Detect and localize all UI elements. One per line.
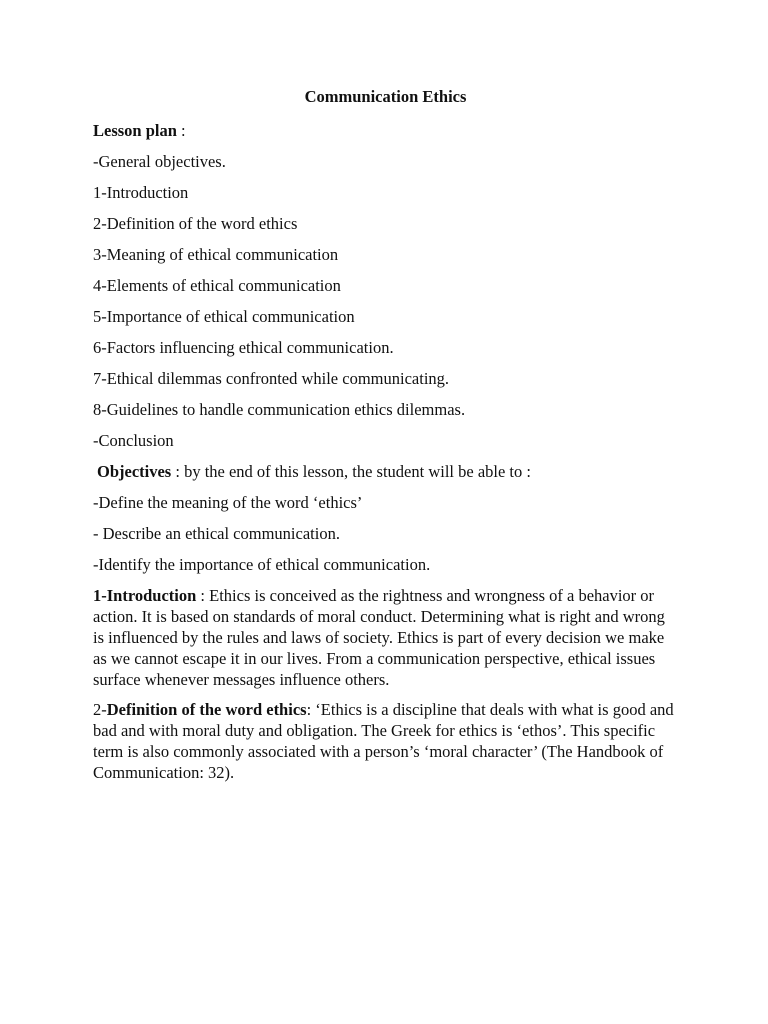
- introduction-text: : Ethics is conceived as the rightness and wrongness of a behavior or action. It is based on standards of moral conduct. Determining what is right and wrong is influenced by the rules and laws of society. Ethics is part of every decision we make as we cannot escape it in our lives. From a communication perspective, ethical issues surface whenever messages influence others.: [93, 586, 665, 689]
- definition-text: : ‘Ethics is a discipline that deals with what is good and bad and with moral duty and obligation. The Greek for ethics is ‘ethos’. This specific term is also commonly associated with a person’s ‘moral character’ (The Handbook of Communication: 32).: [93, 700, 674, 782]
- objectives-text: : by the end of this lesson, the student will be able to :: [171, 462, 531, 481]
- page-title: Communication Ethics: [304, 87, 467, 106]
- objective-item: -Identify the importance of ethical communication.: [93, 555, 431, 574]
- plan-item: 2-Definition of the word ethics: [93, 214, 298, 233]
- plan-item: 1-Introduction: [93, 183, 189, 202]
- plan-item: 6-Factors influencing ethical communication.: [93, 338, 394, 357]
- plan-item: 4-Elements of ethical communication: [93, 276, 341, 295]
- definition-paragraph: [93, 699, 678, 783]
- plan-item: 7-Ethical dilemmas confronted while communicating.: [93, 369, 450, 388]
- plan-item: 5-Importance of ethical communication: [93, 307, 355, 326]
- plan-item: -General objectives.: [93, 152, 226, 171]
- definition-label: Definition of the word ethics: [106, 700, 307, 719]
- introduction-paragraph: [93, 585, 678, 690]
- lesson-plan-label: Lesson plan: [93, 121, 177, 140]
- plan-item: -Conclusion: [93, 431, 174, 450]
- lesson-plan-heading: [93, 120, 678, 142]
- definition-prefix: 2-: [93, 700, 107, 719]
- objectives-heading: [93, 461, 678, 483]
- plan-item: 3-Meaning of ethical communication: [93, 245, 339, 264]
- plan-item: 8-Guidelines to handle communication ethics dilemmas.: [93, 400, 466, 419]
- objective-item: -Define the meaning of the word ‘ethics’: [93, 493, 363, 512]
- objective-item: - Describe an ethical communication.: [93, 524, 340, 543]
- objectives-label: Objectives: [97, 462, 172, 481]
- introduction-label: 1-Introduction: [93, 586, 197, 605]
- lesson-plan-suffix: :: [176, 121, 186, 140]
